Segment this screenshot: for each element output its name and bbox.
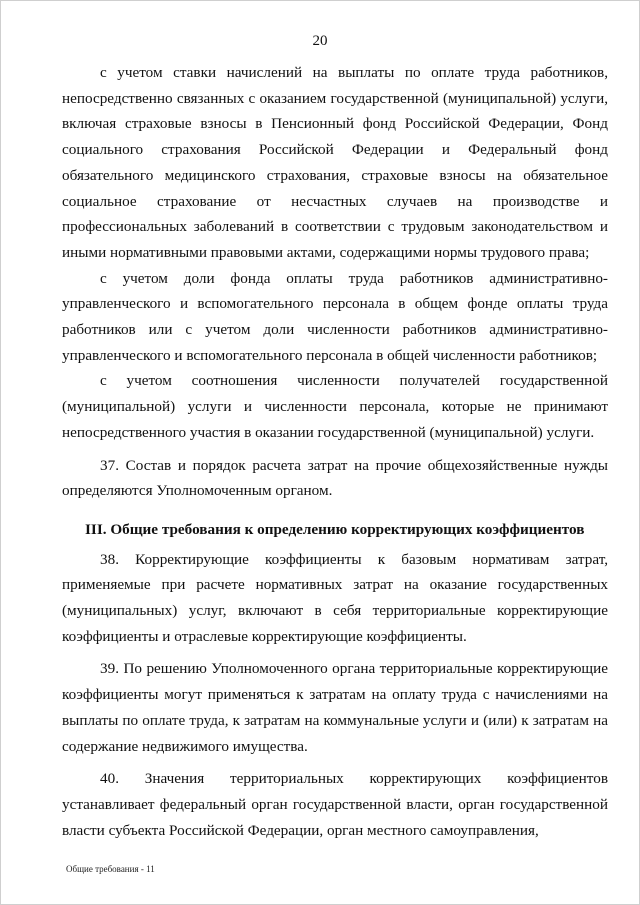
page-number: 20 <box>312 33 328 49</box>
paragraph-37: 37. Состав и порядок расчета затрат на прочие общехозяйственные нужды определяются Уполномоченным органом. <box>62 456 608 500</box>
paragraph-admin-staff-share: с учетом доли фонда оплаты труда работников административно-управленческого и вспомогательного персонала в общем фонде оплаты труда работников или с учетом доли численности работников административно-управленческого и вспомогательного персонала в общей численности работников; <box>62 269 608 364</box>
paragraph-40: 40. Значения территориальных корректирующих коэффициентов устанавливает федеральный орган государственной власти, орган государственной власти субъекта Российской Федерации, орган местного самоуправления, <box>62 770 608 839</box>
paragraph-39: 39. По решению Уполномоченного органа территориальные корректирующие коэффициенты могут применяться к затратам на оплату труда с начислениями на выплаты по оплате труда, к затратам на коммунальные услуги и (или) к затратам на содержание недвижимого имущества. <box>62 660 608 755</box>
section-heading: III. Общие требования к определению корректирующих коэффициентов <box>85 520 585 538</box>
document-body <box>62 60 608 843</box>
paragraph-38: 38. Корректирующие коэффициенты к базовым нормативам затрат, применяемые при расчете нормативных затрат на оказание государственных (муниципальных) услуг, включают в себя территориальные корректирующие коэффициенты и отраслевые корректирующие коэффициенты. <box>62 550 608 645</box>
paragraph-wage-accruals: с учетом ставки начислений на выплаты по оплате труда работников, непосредственно связанных с оказанием государственной (муниципальной) услуги, включая страховые взносы в Пенсионный фонд Российской Федерации, Фонд социального страхования Российской Федерации и Федеральный фонд обязательного медицинского страхования, страховые взносы на обязательное социальное страхование от несчастных случаев на производстве и профессиональных заболеваний в соответствии с трудовым законодательством и иными нормативными правовыми актами, содержащими нормы трудового права; <box>62 64 608 261</box>
footer-note: Общие требования - 11 <box>66 864 155 874</box>
paragraph-recipient-ratio: с учетом соотношения численности получателей государственной (муниципальной) услуги и численности персонала, которые не принимают непосредственного участия в оказании государственной (муниципальной) услуги. <box>62 372 608 441</box>
